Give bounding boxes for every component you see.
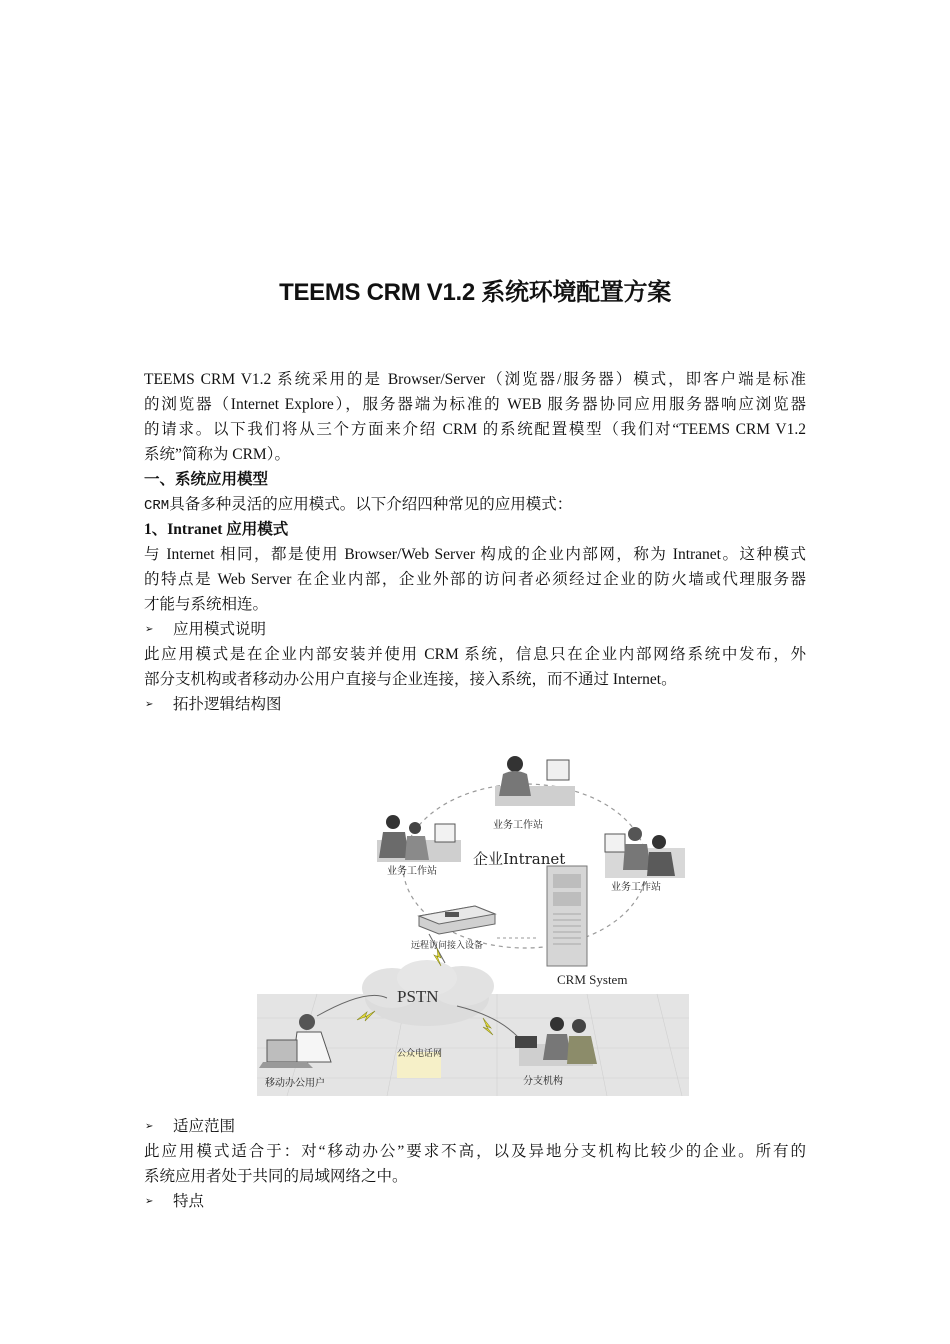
label-branch: 分支机构 — [523, 1076, 563, 1087]
section-heading: 一、系统应用模型 — [144, 471, 269, 488]
label-intranet: 企业Intranet — [473, 850, 566, 868]
scope-line: 此应用模式适合于：对“移动办公”要求不高，以及异地分支机构比较少的企业。所有的 — [144, 1143, 806, 1160]
workstation-right-icon — [605, 827, 685, 878]
workstation-top-icon — [495, 756, 575, 806]
bullet-label: 拓扑逻辑结构图 — [173, 696, 282, 713]
label-crm-system: CRM System — [557, 972, 628, 987]
subsection-line: 才能与系统相连。 — [144, 596, 269, 613]
intro-paragraph — [144, 367, 806, 717]
intro-line: 的请求。以下我们将从三个方面来介绍 CRM 的系统配置模型（我们对“TEEMS CRM V1.2 — [144, 421, 806, 438]
document-title: TEEMS CRM V1.2 系统环境配置方案 — [279, 279, 671, 306]
label-workstation-right: 业务工作站 — [611, 882, 661, 893]
crm-server-icon — [547, 866, 587, 966]
bullet-scope — [144, 1114, 806, 1139]
bullet-topology — [144, 692, 806, 717]
label-mobile-user: 移动办公用户 — [265, 1078, 325, 1089]
topology-diagram — [257, 748, 689, 1096]
bullet-arrow-icon: ➢ — [145, 624, 154, 635]
label-workstation-left: 业务工作站 — [387, 866, 437, 877]
bullet-mode-desc — [144, 617, 806, 642]
subsection-line: 的特点是 Web Server 在企业内部，企业外部的访问者必须经过企业的防火墙或代理服务器 — [144, 571, 806, 588]
intro-line: 系统”简称为 CRM）。 — [144, 446, 290, 463]
section-lead — [144, 492, 806, 517]
label-public-phone-net: 公众电话网 — [397, 1049, 443, 1059]
workstation-left-icon — [377, 815, 461, 862]
bullet-label: 应用模式说明 — [173, 621, 267, 638]
bullet-label: 特点 — [173, 1193, 205, 1210]
intro-line: 的浏览器（Internet Explore），服务器端为标准的 WEB 服务器协同应用服务器响应浏览器 — [144, 396, 806, 413]
subsection-line: 与 Internet 相同，都是使用 Browser/Web Server 构成的企业内部网，称为 Intranet。这种模式 — [144, 546, 806, 563]
intro-line: TEEMS CRM V1.2 系统采用的是 Browser/Server（浏览器/服务器）模式，即客户端是标准 — [144, 371, 806, 388]
label-pstn: PSTN — [397, 987, 439, 1006]
mode-desc-line: 此应用模式是在企业内部安装并使用 CRM 系统，信息只在企业内部网络系统中发布，外 — [144, 646, 806, 663]
bullet-arrow-icon: ➢ — [145, 699, 154, 710]
label-remote-access: 远程访问接入设备 — [411, 941, 484, 951]
section-lead-text: 具备多种灵活的应用模式。以下介绍四种常见的应用模式： — [169, 496, 573, 513]
bullet-arrow-icon: ➢ — [145, 1196, 154, 1207]
bullet-label: 适应范围 — [173, 1118, 236, 1135]
scope-line: 系统应用者处于共同的局域网络之中。 — [144, 1168, 408, 1185]
subsection-heading: 1、Intranet 应用模式 — [144, 521, 289, 538]
mode-desc-line: 部分支机构或者移动办公用户直接与企业连接，接入系统，而不通过 Internet。 — [144, 671, 677, 688]
scope-section — [144, 1114, 806, 1214]
bullet-features — [144, 1189, 806, 1214]
remote-access-device-icon — [419, 906, 495, 934]
section-lead-code: CRM — [144, 498, 170, 514]
bullet-arrow-icon: ➢ — [145, 1121, 154, 1132]
label-workstation-top: 业务工作站 — [493, 820, 543, 831]
